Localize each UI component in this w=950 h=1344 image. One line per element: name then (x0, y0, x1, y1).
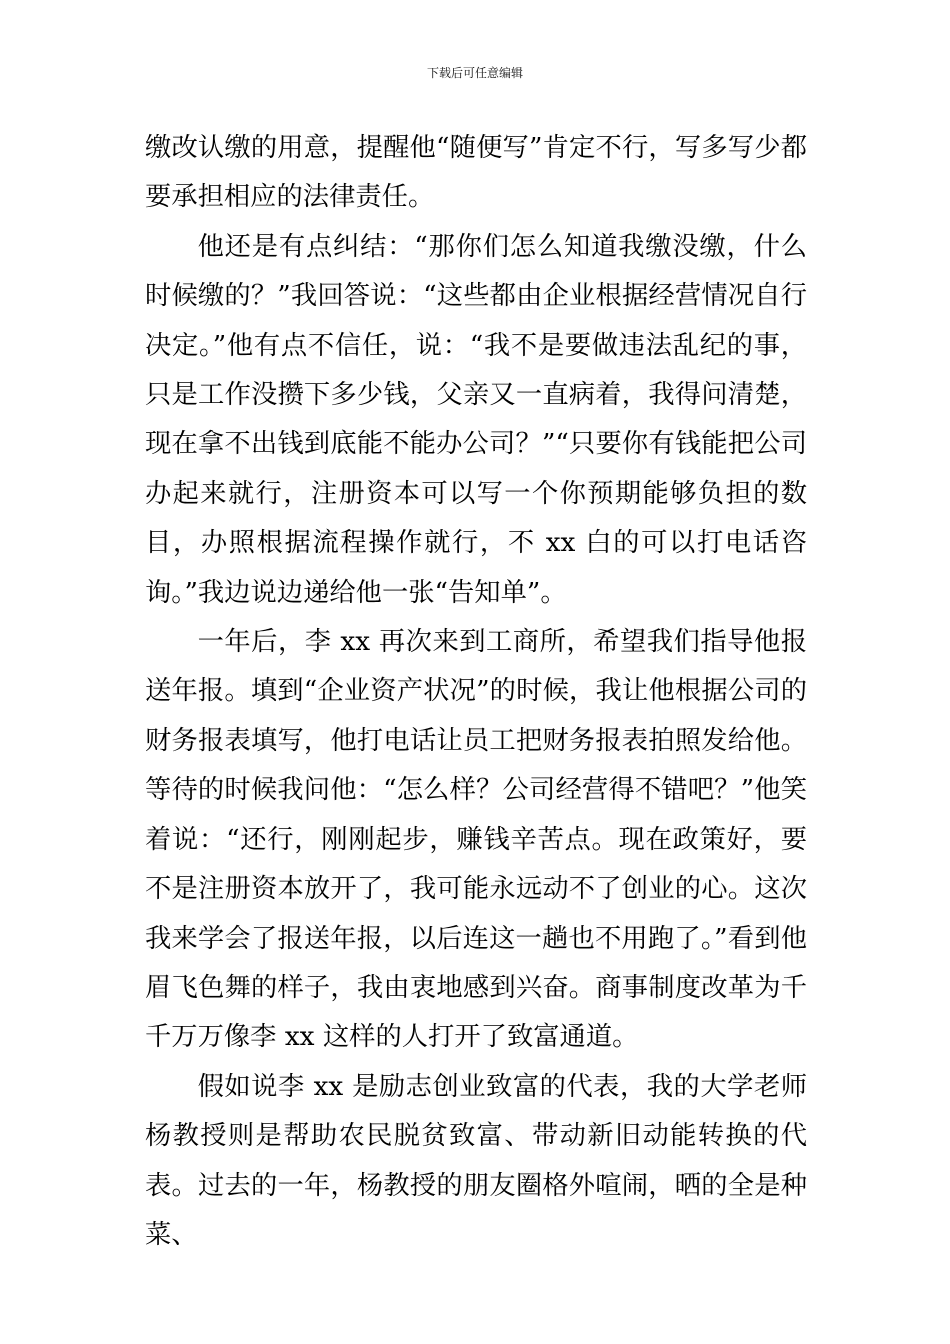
paragraph: 缴改认缴的用意，提醒他“随便写”肯定不行，写多写少都要承担相应的法律责任。 (145, 133, 807, 213)
document-body (145, 124, 807, 1260)
paragraph: 假如说李 xx 是励志创业致富的代表，我的大学老师杨教授则是帮助农民脱贫致富、带动新旧动能转换的代表。过去的一年，杨教授的朋友圈格外喧闹，晒的全是种菜、 (145, 1071, 807, 1250)
paragraph: 他还是有点纠结：“那你们怎么知道我缴没缴，什么时候缴的？”我回答说：“这些都由企业根据经营情况自行决定。”他有点不信任，说：“我不是要做违法乱纪的事，只是工作没攒下多少钱，父亲又一直病着，我得问清楚，现在拿不出钱到底能不能办公司？”“只要你有钱能把公司办起来就行，注册资本可以写一个你预期能够负担的数目，办照根据流程操作就行，不 xx 白的可以打电话咨询。”我边说边递给他一张“告知单”。 (145, 231, 807, 608)
page-header: 下载后可任意编辑 (426, 66, 523, 80)
paragraph: 一年后，李 xx 再次来到工商所，希望我们指导他报送年报。填到“企业资产状况”的时候，我让他根据公司的财务报表填写，他打电话让员工把财务报表拍照发给他。等待的时候我问他：“怎么样？公司经营得不错吧？”他笑着说：“还行，刚刚起步，赚钱辛苦点。现在政策好，要不是注册资本放开了，我可能永远动不了创业的心。这次我来学会了报送年报，以后连这一趟也不用跑了。”看到他眉飞色舞的样子，我由衷地感到兴奋。商事制度改革为千千万万像李 xx 这样的人打开了致富通道。 (145, 627, 807, 1053)
